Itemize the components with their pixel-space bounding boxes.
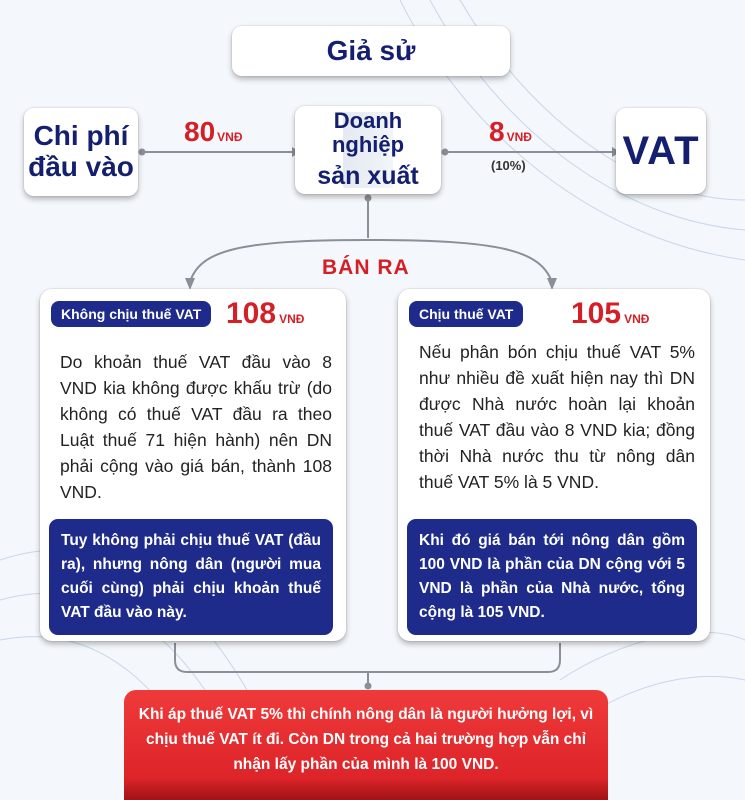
- flow-input-unit: VNĐ: [217, 130, 243, 144]
- conclusion-shade: [124, 778, 608, 800]
- node-vat-label: VAT: [622, 129, 700, 173]
- conclusion-box: Khi áp thuế VAT 5% thì chính nông dân là người hưởng lợi, vì chịu thuế VAT ít đi. Còn DN trong cả hai trường hợp vẫn chỉ nhận lấy phần của mình là 100 VND.: [124, 690, 608, 800]
- price-with-vat: [571, 297, 649, 331]
- flow-vat-unit: VNĐ: [506, 130, 532, 144]
- title-card: [232, 26, 510, 76]
- node-business-line1: Doanh nghiệp: [331, 108, 405, 158]
- flow-vat-value: 8: [489, 116, 505, 147]
- note-no-vat: Tuy không phải chịu thuế VAT (đầu ra), nhưng nông dân (người mua cuối cùng) phải chịu khoản thuế VAT đầu vào này.: [49, 519, 333, 635]
- body-with-vat: Nếu phân bón chịu thuế VAT 5% như nhiều đề xuất hiện nay thì DN được Nhà nước hoàn lại khoản thuế VAT đầu vào 8 VND kia; đồng thời Nhà nước thu từ nông dân thuế VAT 5% là 5 VND.: [419, 342, 695, 492]
- flow-input-value: 80: [184, 116, 216, 147]
- price-with-vat-value: 105: [571, 297, 622, 330]
- body-no-vat: Do khoản thuế VAT đầu vào 8 VND kia không được khấu trừ (do không có thuế VAT đầu ra theo Luật thuế 71 hiện hành) nên DN phải cộng vào giá bán, thành 108 VND.: [60, 352, 332, 502]
- node-business-line2: sản xuất: [317, 162, 419, 191]
- node-input-cost: [24, 108, 138, 196]
- node-business: [295, 106, 441, 194]
- price-with-vat-unit: VNĐ: [624, 312, 650, 326]
- connector-merge: [175, 643, 560, 672]
- price-no-vat-unit: VNĐ: [279, 312, 305, 326]
- node-vat: [616, 108, 706, 194]
- node-input-cost-line2: đầu vào: [28, 151, 134, 182]
- sold-label: BÁN RA: [322, 256, 410, 279]
- flow-input-amount: [184, 116, 243, 148]
- node-input-cost-line1: Chi phí: [33, 120, 129, 152]
- panel-with-vat: [398, 289, 710, 641]
- note-with-vat: Khi đó giá bán tới nông dân gồm 100 VND là phần của DN cộng với 5 VND là phần của Nhà nước, tổng cộng là 105 VND.: [407, 519, 697, 635]
- badge-with-vat: Chịu thuế VAT: [409, 301, 523, 327]
- flow-vat-rate: (10%): [491, 158, 526, 173]
- price-no-vat-value: 108: [226, 297, 277, 330]
- flow-vat-amount: [489, 116, 532, 148]
- badge-no-vat: Không chịu thuế VAT: [51, 301, 211, 327]
- panel-no-vat: [40, 289, 346, 641]
- page-title: Giả sử: [326, 35, 416, 66]
- price-no-vat: [226, 297, 304, 331]
